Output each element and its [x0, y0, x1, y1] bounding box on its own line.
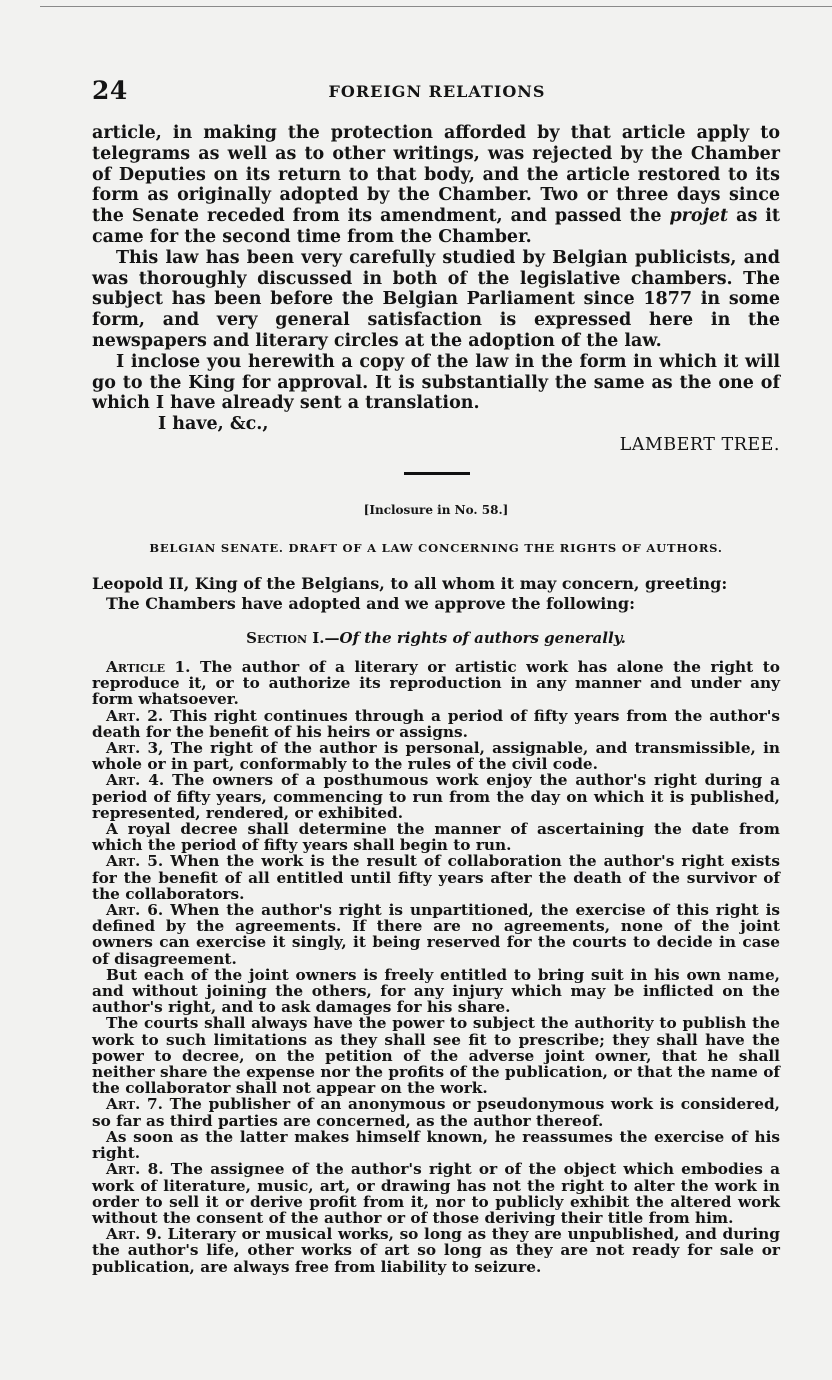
article-text: As soon as the latter makes himself known, he reassumes the exercise of his right. — [92, 1127, 780, 1163]
page-header — [92, 76, 782, 110]
article-paragraph — [92, 772, 780, 821]
letter-paragraph-1-end: as it came for the second time from the Chamber. — [92, 206, 780, 247]
letter-paragraph-3: I inclose you herewith a copy of the law in the form in which it will go to the King for approval. It is substantially the same as the one of which I have already sent a translation. — [92, 351, 780, 414]
section-title — [92, 629, 780, 647]
article-label: Art. 9. — [106, 1225, 162, 1244]
article-paragraph — [92, 821, 780, 853]
preamble — [92, 574, 780, 614]
article-paragraph — [92, 1129, 780, 1161]
letter-closing: I have, &c., — [158, 414, 269, 435]
article-paragraph — [92, 659, 780, 708]
section-subtitle: Of the rights of authors generally. — [339, 629, 626, 647]
article-label: Art. 8. — [106, 1160, 164, 1179]
article-text: The publisher of an anonymous or pseudonymous work is considered, so far as third parties are concerned, as the author thereof. — [92, 1095, 780, 1130]
article-text: This right continues through a period of fifty years from the author's death for the benefit of his heirs or assigns. — [92, 706, 781, 741]
articles — [92, 659, 780, 1275]
section-divider — [404, 472, 470, 475]
article-text: The author of a literary or artistic work has alone the right to reproduce it, or to authorize its reproduction in any manner and under any form whatsoever. — [92, 658, 780, 709]
article-paragraph — [92, 902, 780, 967]
running-head: FOREIGN RELATIONS — [328, 82, 546, 101]
inclosure-note: [Inclosure in No. 58.] — [363, 503, 509, 517]
article-paragraph — [92, 1226, 780, 1275]
article-text: The courts shall always have the power to subject the authority to publish the work to such limitations as they shall see fit to prescribe; they shall have the power to decree, on the petition of the adverse joint owner, that he shall neither share the expense nor the profits of the publication, or that the name of the collaborator shall not appear on the work. — [92, 1014, 780, 1098]
article-text: When the work is the result of collaboration the author's right exists for the benefit of all entitled until fifty years after the death of the survivor of the collaborators. — [92, 852, 780, 903]
article-paragraph — [92, 1015, 780, 1096]
projet-term: projet — [669, 206, 729, 227]
article-label: Article 1. — [106, 658, 191, 676]
article-text: A royal decree shall determine the manner of ascertaining the date from which the period of fifty years shall begin to run. — [92, 820, 780, 855]
article-label: Art. 3, — [106, 739, 164, 758]
article-label: Art. 7. — [106, 1095, 163, 1114]
article-paragraph — [92, 967, 780, 1016]
article-text: The assignee of the author's right or of the object which embodies a work of literature, music, art, or drawing has not the right to alter the work in order to sell it or derive profit from it, nor to publicly exhibit the altered work without the consent of the author or of those deriving their title from him. — [92, 1160, 781, 1227]
section-number: Section I.— — [246, 629, 340, 647]
article-paragraph — [92, 853, 780, 902]
preamble-approval: The Chambers have adopted and we approve the following: — [106, 594, 636, 613]
article-text: Literary or musical works, so long as they are unpublished, and during the author's life, other works of art so long as they are not ready for sale or publication, are always free from liability to seizure. — [92, 1225, 781, 1276]
article-paragraph — [92, 1161, 780, 1226]
article-text: The owners of a posthumous work enjoy the author's right during a period of fifty years, commencing to run from the day on which it is published, represented, rendered, or exhibited. — [92, 771, 780, 822]
article-paragraph — [92, 708, 780, 740]
letter-paragraph-1-text: article, in making the protection afforded by that article apply to telegrams as well as to other writings, was rejected by the Chamber of Deputies on its return to that body, and the article restored to its form as originally adopted by the Chamber. Two or three days since the Senate receded from its amendment, and passed the — [92, 123, 780, 227]
top-rule — [40, 6, 832, 7]
article-text: But each of the joint owners is freely entitled to bring suit in his own name, and without joining the others, for any injury which may be inflicted on the author's right, and to ask damages for his share. — [92, 965, 780, 1017]
article-label: Art. 5. — [106, 852, 164, 871]
document-heading: BELGIAN SENATE. DRAFT OF A LAW CONCERNING THE RIGHTS OF AUTHORS. — [149, 541, 723, 555]
letter-paragraph-2: This law has been very carefully studied by Belgian publicists, and was thoroughly discussed in both of the legislative chambers. The subject has been before the Belgian Parliament since 1877 in some form, and very general satisfaction is expressed here in the newspapers and literary circles at the adoption of the law. — [92, 247, 780, 351]
article-paragraph — [92, 1096, 780, 1128]
article-paragraph — [92, 740, 780, 772]
page-number: 24 — [92, 76, 128, 105]
letter-body — [92, 123, 780, 456]
article-text: The right of the author is personal, assignable, and transmissible, in whole or in part, conformably to the rules of the civil code. — [92, 739, 781, 774]
signature: LAMBERT TREE. — [619, 434, 780, 455]
article-text: When the author's right is unpartitioned, the exercise of this right is defined by the agreements. If there are no agreements, none of the joint owners can exercise it singly, it being reserved for the courts to decide in case of disagreement. — [92, 901, 781, 968]
article-label: Art. 4. — [106, 771, 165, 790]
article-label: Art. 6. — [106, 901, 164, 920]
letter-paragraph-1 — [92, 123, 780, 248]
article-label: Art. 2. — [106, 706, 164, 725]
preamble-greeting: Leopold II, King of the Belgians, to all whom it may concern, greeting: — [92, 574, 728, 593]
